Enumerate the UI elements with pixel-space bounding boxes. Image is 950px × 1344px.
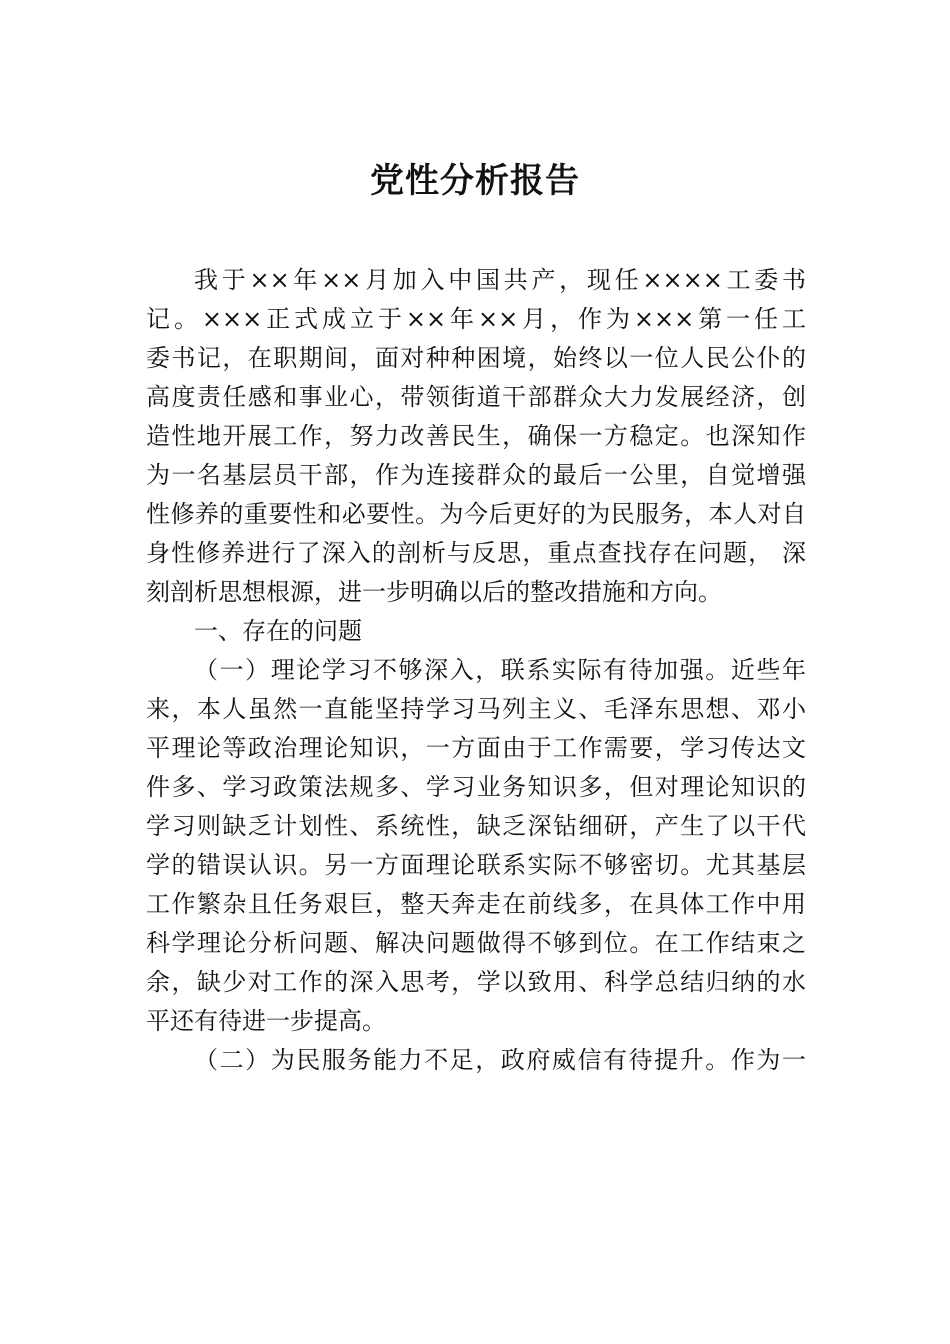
paragraph-line: 委书记，在职期间，面对种种困境，始终以一位人民公仆的 — [146, 344, 806, 372]
paragraph-line: （一）理论学习不够深入，联系实际有待加强。近些年 — [194, 656, 806, 684]
paragraph-line: （二）为民服务能力不足，政府威信有待提升。作为一 — [194, 1046, 806, 1074]
paragraph-line: 学习则缺乏计划性、系统性，缺乏深钻细研，产生了以干代 — [146, 812, 806, 840]
paragraph-line: 刻剖析思想根源，进一步明确以后的整改措施和方向。 — [146, 578, 722, 606]
section-heading: 一、存在的问题 — [194, 617, 362, 645]
paragraph-line: 为一名基层员干部，作为连接群众的最后一公里，自觉增强 — [146, 461, 806, 489]
paragraph-line: 工作繁杂且任务艰巨，整天奔走在前线多，在具体工作中用 — [146, 890, 806, 918]
document-title: 党性分析报告 — [370, 161, 580, 201]
paragraph-line: 来，本人虽然一直能坚持学习马列主义、毛泽东思想、邓小 — [146, 695, 806, 723]
paragraph-line: 学的错误认识。另一方面理论联系实际不够密切。尤其基层 — [146, 851, 806, 879]
paragraph-line: 高度责任感和事业心，带领街道干部群众大力发展经济，创 — [146, 383, 806, 411]
paragraph-line: 科学理论分析问题、解决问题做得不够到位。在工作结束之 — [146, 929, 806, 957]
paragraph-line: 件多、学习政策法规多、学习业务知识多，但对理论知识的 — [146, 773, 806, 801]
paragraph-line: 平理论等政治理论知识，一方面由于工作需要，学习传达文 — [146, 734, 806, 762]
paragraph-line: 余，缺少对工作的深入思考，学以致用、科学总结归纳的水 — [146, 968, 806, 996]
paragraph-line: 记。×××正式成立于××年××月，作为×××第一任工 — [146, 305, 806, 333]
paragraph-line: 身性修养进行了深入的剖析与反思，重点查找存在问题， 深 — [146, 539, 806, 567]
paragraph-line: 我于××年××月加入中国共产，现任××××工委书 — [194, 266, 806, 294]
paragraph-line: 平还有待进一步提高。 — [146, 1007, 386, 1035]
paragraph-line: 性修养的重要性和必要性。为今后更好的为民服务，本人对自 — [146, 500, 806, 528]
paragraph-line: 造性地开展工作，努力改善民生，确保一方稳定。也深知作 — [146, 422, 806, 450]
